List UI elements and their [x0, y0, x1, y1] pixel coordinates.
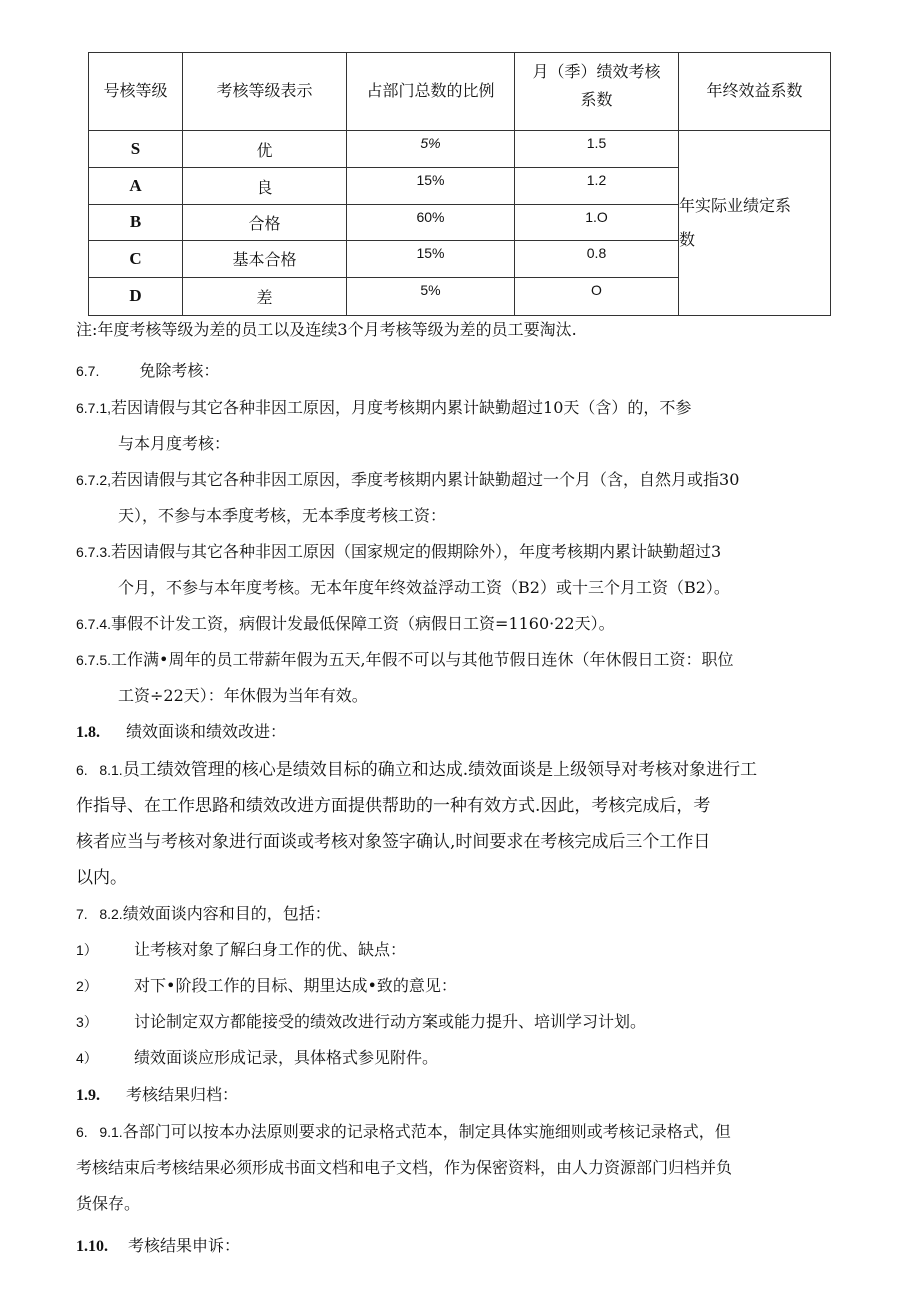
clause-8-1-line1: [76, 760, 757, 780]
clause-6-7-1-line1: [76, 398, 691, 418]
clause-text: 若因请假与其它各种非因工原因，季度考核期内累计缺勤超过一个月（含，自然月或指30: [111, 470, 740, 489]
clause-text: 若因请假与其它各种非因工原因，月度考核期内累计缺勤超过10天（含）的，不参: [111, 398, 692, 417]
coef-cell: 1.2: [515, 168, 679, 204]
header-monthly-coef: [515, 53, 679, 131]
clause-number: 6. 8.1.: [76, 762, 123, 778]
clause-6-7-3-line1: [76, 542, 721, 562]
clause-6-7-1-line2: 与本月度考核：: [118, 434, 231, 453]
clause-number: 6.7.4.: [76, 616, 112, 632]
section-number: 1.9.: [76, 1087, 100, 1104]
grade-cell: C: [89, 241, 183, 277]
clause-9-1-line2: 考核结束后考核结果必须形成书面文档和电子文档，作为保密资料，由人力资源部门归档并负: [76, 1158, 733, 1177]
coef-cell: 1.O: [515, 204, 679, 240]
label-cell: 差: [183, 277, 347, 315]
ratio-cell: 5%: [347, 277, 515, 315]
section-title: 绩效面谈和绩效改进：: [126, 722, 287, 741]
list-item-text: 对下•阶段工作的目标、期里达成•致的意见：: [134, 976, 457, 995]
table-header-row: [89, 53, 831, 131]
clause-6-7-5-line2: 工资÷22天）：年休假为当年有效。: [118, 686, 368, 705]
clause-text: 各部门可以按本办法原则要求的记录格式范本，制定具体实施细则或考核记录格式，但: [122, 1122, 731, 1141]
section-1-8: [76, 722, 286, 743]
coef-cell: 1.5: [515, 130, 679, 167]
clause-text: 员工绩效管理的核心是绩效目标的确立和达成.绩效面谈是上级领导对考核对象进行工: [122, 760, 758, 780]
label-cell: 良: [183, 168, 347, 204]
clause-9-1-line1: [76, 1122, 731, 1142]
clause-6-7-4: [76, 614, 615, 634]
grade-cell: B: [89, 204, 183, 240]
list-item-number: 3）: [76, 1014, 98, 1030]
section-title: 免除考核：: [139, 361, 220, 380]
clause-text: 工作满•周年的员工带薪年假为五天,年假不可以与其他节假日连休（年休假日工资：职位: [111, 650, 734, 669]
year-coef-merged-cell: [679, 130, 831, 315]
grade-cell: D: [89, 277, 183, 315]
table-note: 注:年度考核等级为差的员工以及连续3个月考核等级为差的员工要淘汰.: [76, 320, 577, 339]
section-number: 1.8.: [76, 724, 100, 741]
merged-line2: 数: [679, 229, 696, 249]
clause-8-1-line3: 核者应当与考核对象进行面谈或考核对象签字确认,时间要求在考核完成后三个工作日: [76, 832, 711, 852]
clause-6-7-2-line2: 天），不参与本季度考核，无本季度考核工资：: [118, 506, 447, 525]
grade-table: [88, 52, 831, 316]
table-row: [89, 130, 831, 167]
clause-number: 6.7.5.: [76, 652, 112, 668]
header-monthly-coef-line1: 月（季）绩效考核: [532, 62, 661, 82]
clause-number: 7. 8.2.: [76, 906, 123, 922]
list-item-text: 让考核对象了解臼身工作的优、缺点：: [134, 940, 407, 959]
header-ratio: 占部门总数的比例: [347, 53, 515, 131]
list-item: [76, 940, 406, 960]
clause-number: 6.7.1,: [76, 400, 112, 416]
clause-text: 若因请假与其它各种非因工原因（国家规定的假期除外），年度考核期内累计缺勤超过3: [111, 542, 722, 561]
clause-6-7-3-line2: 个月，不参与本年度考核。无本年度年终效益浮动工资（B2）或十三个月工资（B2）。: [118, 578, 730, 597]
list-item-number: 4）: [76, 1050, 98, 1066]
list-item: [76, 976, 457, 996]
header-grade-label: 考核等级表示: [183, 53, 347, 131]
section-1-9: [76, 1085, 238, 1106]
list-item: [76, 1012, 646, 1032]
section-title: 考核结果归档：: [126, 1085, 239, 1104]
list-item-text: 绩效面谈应形成记录，具体格式参见附件。: [134, 1048, 439, 1067]
list-item: [76, 1048, 438, 1068]
ratio-cell: 60%: [347, 204, 515, 240]
label-cell: 基本合格: [183, 241, 347, 277]
merged-line1: 年实际业绩定系: [679, 195, 792, 215]
section-title: 考核结果申诉：: [128, 1236, 241, 1255]
grade-cell: A: [89, 168, 183, 204]
clause-6-7-2-line1: [76, 470, 739, 490]
coef-cell: 0.8: [515, 241, 679, 277]
clause-8-2: [76, 904, 331, 924]
section-1-10: [76, 1236, 240, 1257]
ratio-cell: 5%: [347, 130, 515, 167]
clause-text: 事假不计发工资，病假计发最低保障工资（病假日工资=1160·22天）。: [111, 614, 615, 633]
clause-9-1-line3: 货保存。: [76, 1194, 141, 1213]
header-monthly-coef-line2: 系数: [580, 90, 613, 110]
section-6-7: [76, 361, 219, 381]
header-year-coef: 年终效益系数: [679, 53, 831, 131]
clause-8-1-line2: 作指导、在工作思路和绩效改进方面提供帮助的一种有效方式.因此，考核完成后，考: [76, 796, 711, 816]
grade-cell: S: [89, 130, 183, 167]
ratio-cell: 15%: [347, 241, 515, 277]
clause-number: 6.7.3.: [76, 544, 112, 560]
clause-number: 6.7.2,: [76, 472, 112, 488]
list-item-number: 1）: [76, 942, 98, 958]
ratio-cell: 15%: [347, 168, 515, 204]
list-item-text: 讨论制定双方都能接受的绩效改进行动方案或能力提升、培训学习计划。: [134, 1012, 647, 1031]
clause-number: 6. 9.1.: [76, 1124, 123, 1140]
label-cell: 合格: [183, 204, 347, 240]
header-grade: 号核等级: [89, 53, 183, 131]
list-item-number: 2）: [76, 978, 98, 994]
clause-text: 绩效面谈内容和目的，包括：: [122, 904, 331, 923]
coef-cell: O: [515, 277, 679, 315]
section-number: 6.7.: [76, 363, 100, 379]
label-cell: 优: [183, 130, 347, 167]
clause-8-1-line4: 以内。: [76, 868, 127, 888]
section-number: 1.10.: [76, 1238, 108, 1255]
clause-6-7-5-line1: [76, 650, 734, 670]
